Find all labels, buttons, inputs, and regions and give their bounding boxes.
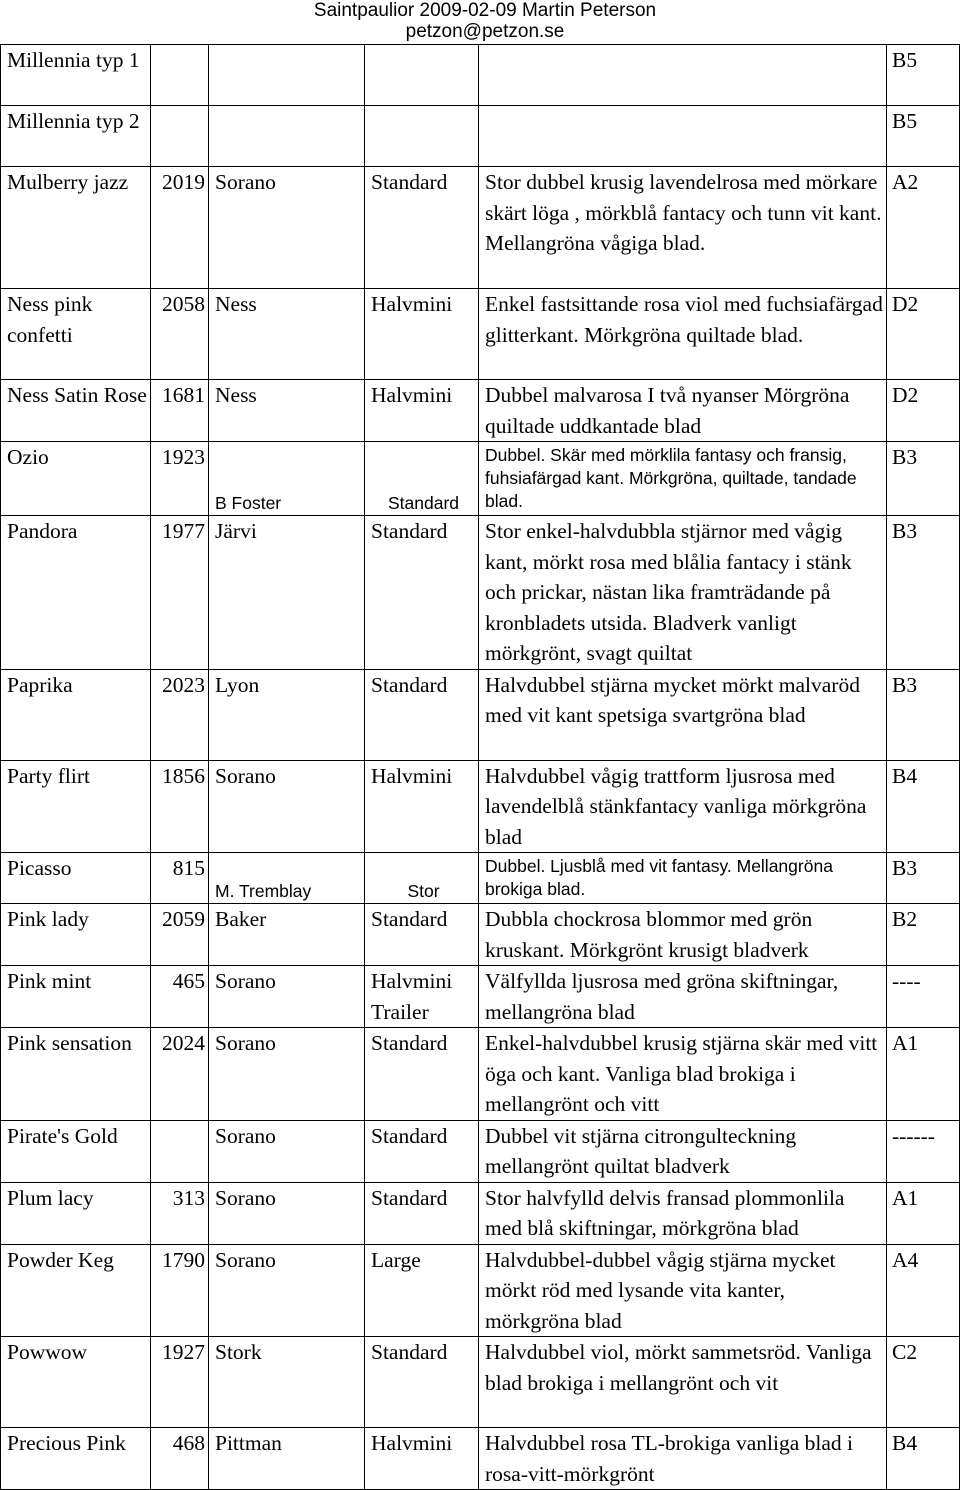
variety-name: Mulberry jazz (1, 167, 151, 289)
description: Stor dubbel krusig lavendelrosa med mörkare skärt löga , mörkblå fantacy och tunn vit kant. Mellangröna vågiga blad. (479, 167, 887, 289)
variety-name: Powder Keg (1, 1244, 151, 1337)
table-row (1, 1428, 960, 1490)
description (479, 45, 887, 106)
plant-size (365, 106, 479, 167)
plant-size: Standard (365, 1182, 479, 1244)
variety-number: 2023 (151, 669, 209, 760)
variety-number: 468 (151, 1428, 209, 1490)
variety-number: 2058 (151, 289, 209, 380)
description: Dubbel. Ljusblå med vit fantasy. Mellangröna brokiga blad. (479, 853, 887, 904)
hybridizer: Pittman (209, 1428, 365, 1490)
hybridizer: Ness (209, 289, 365, 380)
location-code: A1 (887, 1028, 960, 1121)
description: Halvdubbel rosa TL-brokiga vanliga blad i rosa-vitt-mörkgrönt (479, 1428, 887, 1490)
location-code: B3 (887, 442, 960, 516)
plant-size: Halvmini (365, 760, 479, 853)
table-row (1, 853, 960, 904)
plant-size: Halvmini (365, 289, 479, 380)
location-code: B2 (887, 904, 960, 966)
location-code: ---- (887, 966, 960, 1028)
variety-number (151, 45, 209, 106)
plant-size: Halvmini (365, 380, 479, 442)
plant-size: Standard (365, 1028, 479, 1121)
variety-number: 313 (151, 1182, 209, 1244)
variety-number: 815 (151, 853, 209, 904)
table-row (1, 45, 960, 106)
plant-size (365, 45, 479, 106)
plant-size: Standard (365, 1120, 479, 1182)
location-code: B5 (887, 45, 960, 106)
description: Dubbla chockrosa blommor med grön kruskant. Mörkgrönt krusigt bladverk (479, 904, 887, 966)
plant-size: Standard (365, 1337, 479, 1428)
location-code: A2 (887, 167, 960, 289)
table-row (1, 167, 960, 289)
hybridizer: Sorano (209, 1028, 365, 1121)
table-row (1, 1028, 960, 1121)
description: Dubbel. Skär med mörklila fantasy och fransig, fuhsiafärgad kant. Mörkgröna, quiltade, tandade blad. (479, 442, 887, 516)
description: Dubbel vit stjärna citrongulteckning mellangrönt quiltat bladverk (479, 1120, 887, 1182)
variety-number: 2019 (151, 167, 209, 289)
plant-size: Standard (365, 516, 479, 670)
table-row (1, 106, 960, 167)
variety-name: Party flirt (1, 760, 151, 853)
hybridizer: Ness (209, 380, 365, 442)
variety-name: Powwow (1, 1337, 151, 1428)
variety-table (0, 44, 960, 1490)
description: Halvdubbel-dubbel vågig stjärna mycket mörkt röd med lysande vita kanter, mörkgröna blad (479, 1244, 887, 1337)
description: Stor enkel-halvdubbla stjärnor med vågig kant, mörkt rosa med blålia fantacy i stänk och prickar, nästan lika framträdande på kronbladets utsida. Bladverk vanligt mörkgrönt, svagt quiltat (479, 516, 887, 670)
header-email: petzon@petzon.se (405, 21, 565, 42)
description: Halvdubbel stjärna mycket mörkt malvaröd med vit kant spetsiga svartgröna blad (479, 669, 887, 760)
variety-name: Plum lacy (1, 1182, 151, 1244)
table-row (1, 516, 960, 670)
variety-number: 1856 (151, 760, 209, 853)
location-code: B5 (887, 106, 960, 167)
hybridizer: Sorano (209, 760, 365, 853)
variety-number: 1927 (151, 1337, 209, 1428)
variety-name: Pink lady (1, 904, 151, 966)
location-code: A1 (887, 1182, 960, 1244)
hybridizer: Stork (209, 1337, 365, 1428)
location-code: D2 (887, 289, 960, 380)
variety-name: Pink sensation (1, 1028, 151, 1121)
description: Halvdubbel viol, mörkt sammetsröd. Vanliga blad brokiga i mellangrönt och vit (479, 1337, 887, 1428)
location-code: B3 (887, 853, 960, 904)
header-title: Saintpaulior 2009-02-09 Martin Peterson (313, 0, 657, 21)
hybridizer: Sorano (209, 167, 365, 289)
hybridizer: Sorano (209, 966, 365, 1028)
description: Enkel fastsittande rosa viol med fuchsiafärgad glitterkant. Mörkgröna quiltade blad. (479, 289, 887, 380)
variety-name: Pirate's Gold (1, 1120, 151, 1182)
variety-number: 1977 (151, 516, 209, 670)
hybridizer (209, 45, 365, 106)
variety-name: Ozio (1, 442, 151, 516)
plant-size: Standard (365, 904, 479, 966)
variety-name: Ness Satin Rose (1, 380, 151, 442)
description: Halvdubbel vågig trattform ljusrosa med lavendelblå stänkfantacy vanliga mörkgröna blad (479, 760, 887, 853)
variety-number: 465 (151, 966, 209, 1028)
hybridizer: Baker (209, 904, 365, 966)
table-row (1, 1182, 960, 1244)
plant-size: Standard (365, 442, 479, 516)
variety-name: Precious Pink (1, 1428, 151, 1490)
plant-size: Halvmini (365, 1428, 479, 1490)
plant-size: Stor (365, 853, 479, 904)
variety-number: 1681 (151, 380, 209, 442)
plant-size: Standard (365, 167, 479, 289)
hybridizer: B Foster (209, 442, 365, 516)
table-row (1, 966, 960, 1028)
table-row (1, 380, 960, 442)
hybridizer (209, 106, 365, 167)
hybridizer: M. Tremblay (209, 853, 365, 904)
variety-number (151, 1120, 209, 1182)
hybridizer: Sorano (209, 1120, 365, 1182)
variety-name: Paprika (1, 669, 151, 760)
table-row (1, 1337, 960, 1428)
location-code: C2 (887, 1337, 960, 1428)
hybridizer: Järvi (209, 516, 365, 670)
table-row (1, 442, 960, 516)
location-code: B4 (887, 1428, 960, 1490)
plant-size: Halvmini Trailer (365, 966, 479, 1028)
variety-name: Millennia typ 1 (1, 45, 151, 106)
location-code: B3 (887, 669, 960, 760)
variety-number: 1923 (151, 442, 209, 516)
location-code: A4 (887, 1244, 960, 1337)
plant-size: Large (365, 1244, 479, 1337)
page-header (0, 0, 960, 42)
location-code: B3 (887, 516, 960, 670)
table-row (1, 1120, 960, 1182)
variety-number (151, 106, 209, 167)
variety-number: 2059 (151, 904, 209, 966)
description (479, 106, 887, 167)
variety-name: Picasso (1, 853, 151, 904)
variety-name: Ness pink confetti (1, 289, 151, 380)
location-code: B4 (887, 760, 960, 853)
variety-number: 2024 (151, 1028, 209, 1121)
hybridizer: Lyon (209, 669, 365, 760)
plant-size: Standard (365, 669, 479, 760)
table-row (1, 289, 960, 380)
variety-name: Pandora (1, 516, 151, 670)
description: Stor halvfylld delvis fransad plommonlila med blå skiftningar, mörkgröna blad (479, 1182, 887, 1244)
description: Välfyllda ljusrosa med gröna skiftningar, mellangröna blad (479, 966, 887, 1028)
table-row (1, 669, 960, 760)
location-code: ------ (887, 1120, 960, 1182)
variety-name: Millennia typ 2 (1, 106, 151, 167)
description: Dubbel malvarosa I två nyanser Mörgröna quiltade uddkantade blad (479, 380, 887, 442)
variety-name: Pink mint (1, 966, 151, 1028)
description: Enkel-halvdubbel krusig stjärna skär med vitt öga och kant. Vanliga blad brokiga i mellangrönt och vitt (479, 1028, 887, 1121)
table-row (1, 760, 960, 853)
table-row (1, 1244, 960, 1337)
hybridizer: Sorano (209, 1182, 365, 1244)
table-row (1, 904, 960, 966)
variety-number: 1790 (151, 1244, 209, 1337)
hybridizer: Sorano (209, 1244, 365, 1337)
location-code: D2 (887, 380, 960, 442)
